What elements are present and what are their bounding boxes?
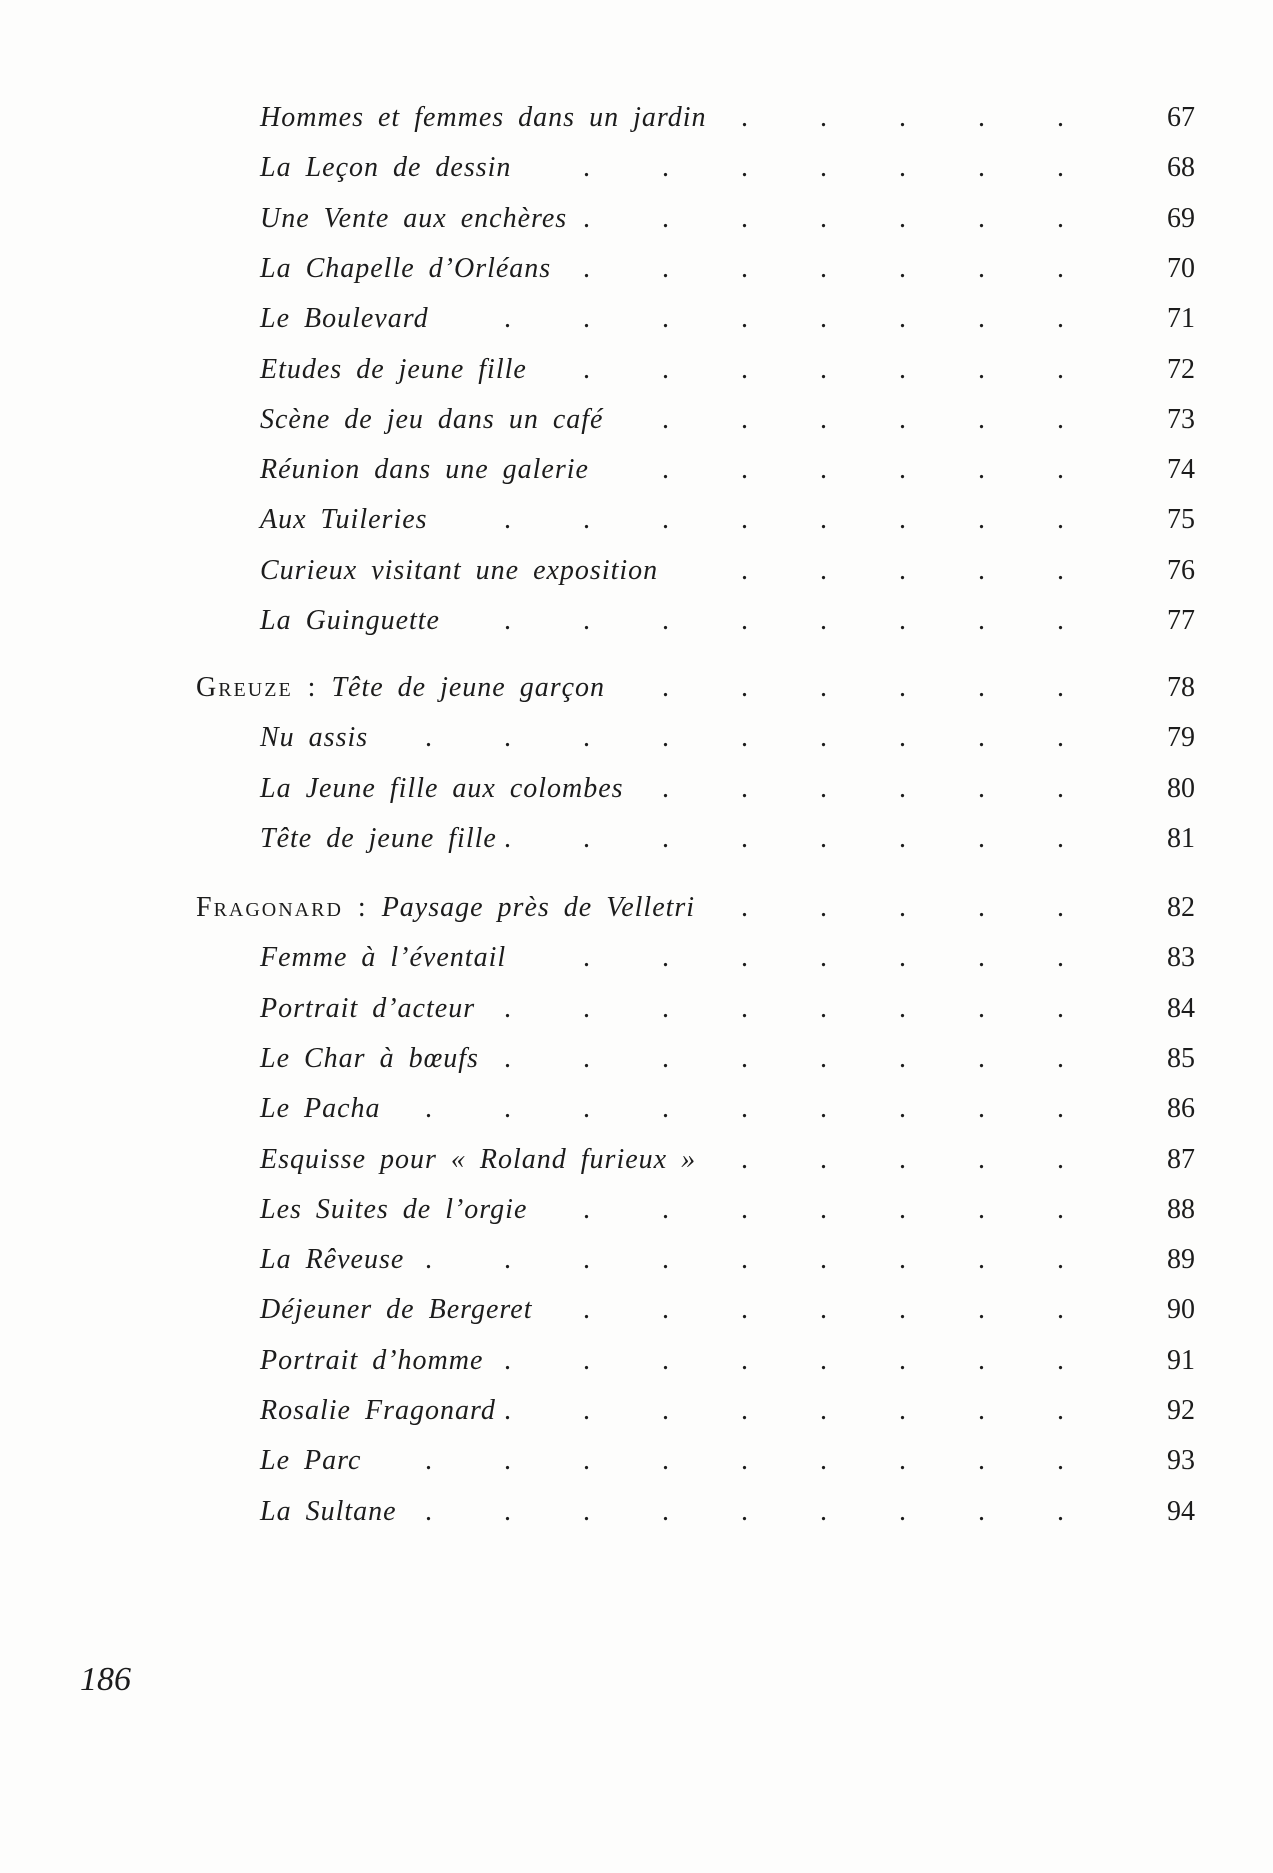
list-item <box>0 1192 1273 1242</box>
entry-title: Tête de jeune garçon <box>331 672 606 703</box>
list-item <box>0 402 1273 452</box>
list-item <box>0 301 1273 351</box>
dot-leader: . . . . . . . . . <box>425 1445 1064 1477</box>
dot-leader: . . . . . . <box>662 403 1064 435</box>
entry-title: Nu assis <box>260 722 369 754</box>
list-item <box>0 890 1273 940</box>
entry-title: La Sultane <box>260 1495 397 1527</box>
list-item <box>0 940 1273 990</box>
page-number: 70 <box>1167 252 1195 284</box>
list-item <box>0 1343 1273 1393</box>
list-item <box>0 251 1273 301</box>
artist-name: Greuze : <box>196 672 318 703</box>
page-number: 92 <box>1167 1395 1195 1426</box>
list-item <box>0 771 1273 821</box>
dot-leader: . . . . . <box>741 554 1064 586</box>
artist-name: Fragonard : <box>196 892 368 923</box>
entry-title: Portrait d’acteur <box>260 992 476 1024</box>
list-item <box>0 502 1273 552</box>
page-number: 89 <box>1167 1244 1195 1276</box>
dot-leader: . . . . . . . <box>583 152 1064 184</box>
list-item <box>0 821 1273 871</box>
dot-leader: . . . . . . . <box>583 353 1064 385</box>
list-item <box>0 1041 1273 1091</box>
page-number: 69 <box>1167 202 1195 234</box>
page-number: 79 <box>1167 722 1195 754</box>
entry-title: Rosalie Fragonard <box>260 1395 496 1426</box>
list-item <box>0 1393 1273 1443</box>
dot-leader: . . . . . . . . <box>504 1395 1064 1426</box>
page-number: 82 <box>1167 892 1195 923</box>
page-number: 73 <box>1167 403 1195 435</box>
list-item <box>0 553 1273 603</box>
entry-title: Tête de jeune fille <box>260 822 497 854</box>
page-number: 90 <box>1167 1294 1195 1326</box>
dot-leader: . . . . . . . . <box>504 303 1064 335</box>
dot-leader: . . . . . . . <box>583 1193 1064 1225</box>
page-folio: 186 <box>80 1661 131 1698</box>
dot-leader: . . . . . . . . . <box>425 1093 1064 1125</box>
page-number: 91 <box>1167 1344 1195 1376</box>
dot-leader: . . . . . . . . <box>504 992 1064 1024</box>
entry-title: Le Parc <box>260 1445 362 1477</box>
list-item <box>0 352 1273 402</box>
page-number: 74 <box>1167 454 1195 486</box>
entry-title: Les Suites de l’orgie <box>260 1193 528 1225</box>
entry-title: La Rêveuse <box>260 1244 405 1276</box>
list-item <box>0 603 1273 653</box>
entry-title: Déjeuner de Bergeret <box>260 1294 533 1326</box>
dot-leader: . . . . . . . . . <box>425 722 1064 754</box>
list-item <box>0 1494 1273 1544</box>
entry-title: Le Boulevard <box>260 303 429 335</box>
entry-title: La Leçon de dessin <box>260 152 512 184</box>
entry-title: Aux Tuileries <box>260 504 428 536</box>
page-number: 71 <box>1167 303 1195 335</box>
dot-leader: . . . . . . . . <box>504 605 1064 636</box>
entry-title: Etudes de jeune fille <box>260 353 527 385</box>
dot-leader: . . . . . . . <box>583 942 1064 974</box>
page-number: 81 <box>1167 822 1195 854</box>
entry-title: Curieux visitant une exposition <box>260 554 659 586</box>
page-number: 76 <box>1167 554 1195 586</box>
page-number: 80 <box>1167 772 1195 804</box>
page-number: 86 <box>1167 1093 1195 1125</box>
dot-leader: . . . . . <box>741 892 1064 923</box>
dot-leader: . . . . . . . . <box>504 504 1064 536</box>
list-item <box>0 720 1273 770</box>
page-number: 78 <box>1167 672 1195 703</box>
list-item <box>0 1142 1273 1192</box>
list-item <box>0 150 1273 200</box>
page-number: 72 <box>1167 353 1195 385</box>
list-item <box>0 1242 1273 1292</box>
entry-title: Le Pacha <box>260 1093 381 1125</box>
dot-leader: . . . . . <box>741 102 1064 133</box>
page-number: 88 <box>1167 1193 1195 1225</box>
entry-title: La Chapelle d’Orléans <box>260 252 552 284</box>
page-number: 94 <box>1167 1495 1195 1527</box>
list-item <box>0 1091 1273 1141</box>
page-number: 83 <box>1167 942 1195 974</box>
list-item <box>0 201 1273 251</box>
page-number: 87 <box>1167 1143 1195 1175</box>
entry-title: Le Char à bœufs <box>260 1042 479 1074</box>
entry-title: La Jeune fille aux colombes <box>260 772 624 804</box>
list-item <box>0 100 1273 150</box>
dot-leader: . . . . . . . . <box>504 1042 1064 1074</box>
dot-leader: . . . . . . <box>662 772 1064 804</box>
dot-leader: . . . . . . . <box>583 1294 1064 1326</box>
dot-leader: . . . . . . <box>662 454 1064 486</box>
dot-leader: . . . . . . . . <box>504 822 1064 854</box>
dot-leader: . . . . . . . <box>583 252 1064 284</box>
entry-title: Hommes et femmes dans un jardin <box>260 102 707 133</box>
list-item <box>0 1443 1273 1493</box>
entry-title: Une Vente aux enchères <box>260 202 568 234</box>
list-item <box>0 1292 1273 1342</box>
dot-leader: . . . . . . <box>662 672 1064 703</box>
entry-title: Réunion dans une galerie <box>260 454 589 486</box>
list-item <box>0 670 1273 720</box>
page-number: 85 <box>1167 1042 1195 1074</box>
dot-leader: . . . . . . . . . <box>425 1495 1064 1527</box>
entry-title: La Guinguette <box>260 605 440 636</box>
page-number: 67 <box>1167 102 1195 133</box>
page-number: 75 <box>1167 504 1195 536</box>
entry-title: Scène de jeu dans un café <box>260 403 604 435</box>
entry-title: Esquisse pour « Roland furieux » <box>260 1143 697 1175</box>
dot-leader: . . . . . <box>741 1143 1064 1175</box>
entry-title: Femme à l’éventail <box>260 942 507 974</box>
list-item <box>0 991 1273 1041</box>
dot-leader: . . . . . . . . . <box>425 1244 1064 1276</box>
page-number: 77 <box>1167 605 1195 636</box>
page-number: 68 <box>1167 152 1195 184</box>
dot-leader: . . . . . . . . <box>504 1344 1064 1376</box>
page-number: 93 <box>1167 1445 1195 1477</box>
entry-title: Paysage près de Velletri <box>381 892 696 923</box>
list-item <box>0 452 1273 502</box>
dot-leader: . . . . . . . <box>583 202 1064 234</box>
page-number: 84 <box>1167 992 1195 1024</box>
entry-title: Portrait d’homme <box>260 1344 484 1376</box>
